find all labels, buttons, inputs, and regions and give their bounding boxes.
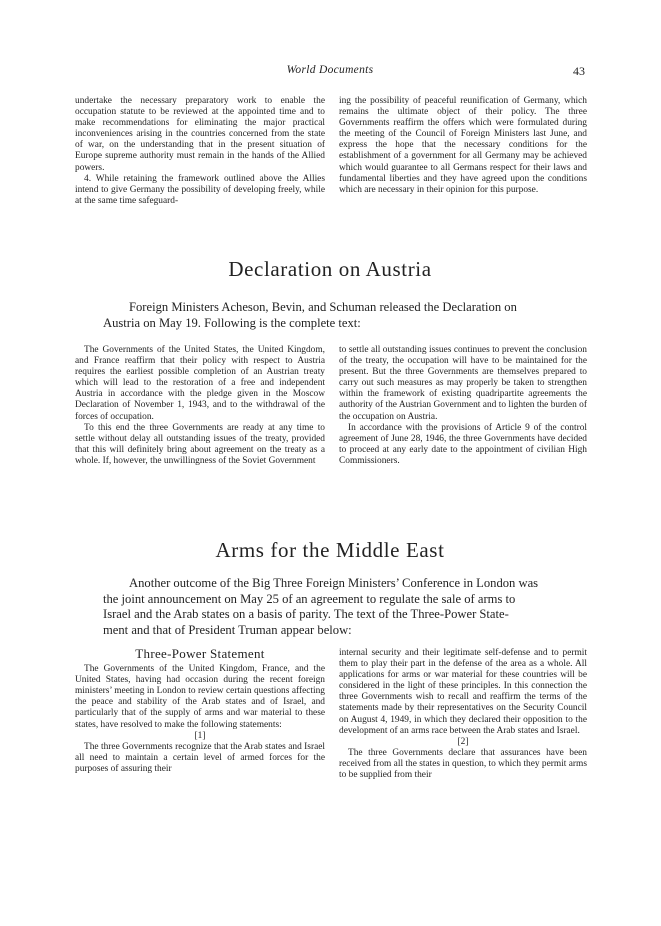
page-header (75, 64, 585, 80)
paragraph: In accordance with the provisions of Article 9 of the control agreement of June 28, 1946, the three Governments have decided to proceed at any early date to the appointment of civilian High Commissioners. (339, 422, 587, 466)
declaration-austria-intro (103, 300, 558, 331)
paragraph: ing the possibility of peaceful reunification of Germany, which remains the ultimate object of their policy. The three Governments reaffirm the offers which were formulated during the meeting of the Council of Foreign Ministers last June, and express the hope that the necessary conditions for the establishment of a government for all Germany may be achieved which would guarantee to all Germans respect for their laws and fundamental liberties and they have agreed upon the conditions which are necessary in their opinion for this purpose. (339, 96, 587, 195)
paragraph: The three Governments declare that assurances have been received from all the states in question, to which they permit arms to be supplied from their (339, 747, 587, 781)
section-marker: [1] (194, 730, 206, 741)
intro-line: Foreign Ministers Acheson, Bevin, and Schuman released the Declaration on (129, 300, 517, 314)
intro-line: the joint announcement on May 25 of an agreement to regulate the sale of arms to (103, 591, 516, 606)
declaration-austria-heading: Declaration on Austria (228, 257, 432, 281)
intro-line: ment and that of President Truman appear below: (103, 622, 352, 637)
continuation-left-column (75, 96, 325, 207)
paragraph: internal security and their legitimate self-defense and to permit them to play their part in the defense of the area as a whole. All applications for arms or war material for these countries will be considered in the light of these principles. In this connection the three Governments wish to recall and reaffirm the terms of the statements made by their representatives on the Security Council on August 4, 1949, in which they declared their opposition to the development of an arms race between the Arab states and Israel. (339, 648, 587, 736)
three-power-subheading: Three-Power Statement (135, 646, 265, 661)
section-marker: [2] (457, 736, 469, 747)
running-title: World Documents (286, 64, 374, 76)
austria-right-column (339, 345, 587, 467)
paragraph: undertake the necessary preparatory work to enable the occupation statute to be reviewed at the appointed time and to make recommendations for eliminating the major practical inconveniences arising in the countries concerned from the state of war, on the understanding that in the present situation of Europe supreme authority must remain in the hands of the Allied powers. (75, 96, 325, 173)
continuation-right-column (339, 96, 587, 196)
arms-middle-east-heading: Arms for the Middle East (215, 538, 445, 562)
intro-line: Austria on May 19. Following is the complete text: (103, 315, 361, 330)
austria-left-column (75, 345, 325, 467)
three-power-right-column (339, 648, 587, 781)
page-number: 43 (573, 64, 585, 78)
paragraph: The three Governments recognize that the Arab states and Israel all need to maintain a certain level of armed forces for the purposes of assuring their (75, 741, 325, 774)
intro-line: Israel and the Arab states on a basis of parity. The text of the Three-Power State- (103, 607, 509, 622)
arms-middle-east-intro (103, 576, 558, 638)
paragraph: 4. While retaining the framework outlined above the Allies intend to give Germany the possibility of developing freely, while at the same time safeguard- (75, 173, 325, 206)
paragraph: to settle all outstanding issues continues to prevent the conclusion of the treaty, the occupation will have to be maintained for the present. But the three Governments are themselves prepared to carry out such measures as may properly be taken to strengthen within the framework of existing quadripartite agreements the authority of the Austrian Government and to lighten the burden of the occupation on Austria. (339, 345, 587, 422)
paragraph: The Governments of the United States, the United Kingdom, and France reaffirm that their policy with respect to Austria requires the earliest possible completion of an Austrian treaty which will lead to the restoration of a free and independent Austria in accordance with the pledge given in the Moscow Declaration of November 1, 1943, and to the withdrawal of the forces of occupation. (75, 345, 325, 422)
paragraph: The Governments of the United Kingdom, France, and the United States, having had occasion during the recent foreign ministers’ meeting in London to review certain questions affecting the peace and stability of the Arab states and of Israel, and particularly that of the supply of arms and war material to these states, have resolved to make the following statements: (75, 664, 325, 730)
intro-line: Another outcome of the Big Three Foreign Ministers’ Conference in London was (129, 576, 539, 590)
three-power-left-column (75, 648, 325, 775)
paragraph: To this end the three Governments are ready at any time to settle without delay all outstanding issues of the treaty, provided that this will definitely bring about agreement on the treaty as a whole. If, however, the unwillingness of the Soviet Government (75, 422, 325, 466)
